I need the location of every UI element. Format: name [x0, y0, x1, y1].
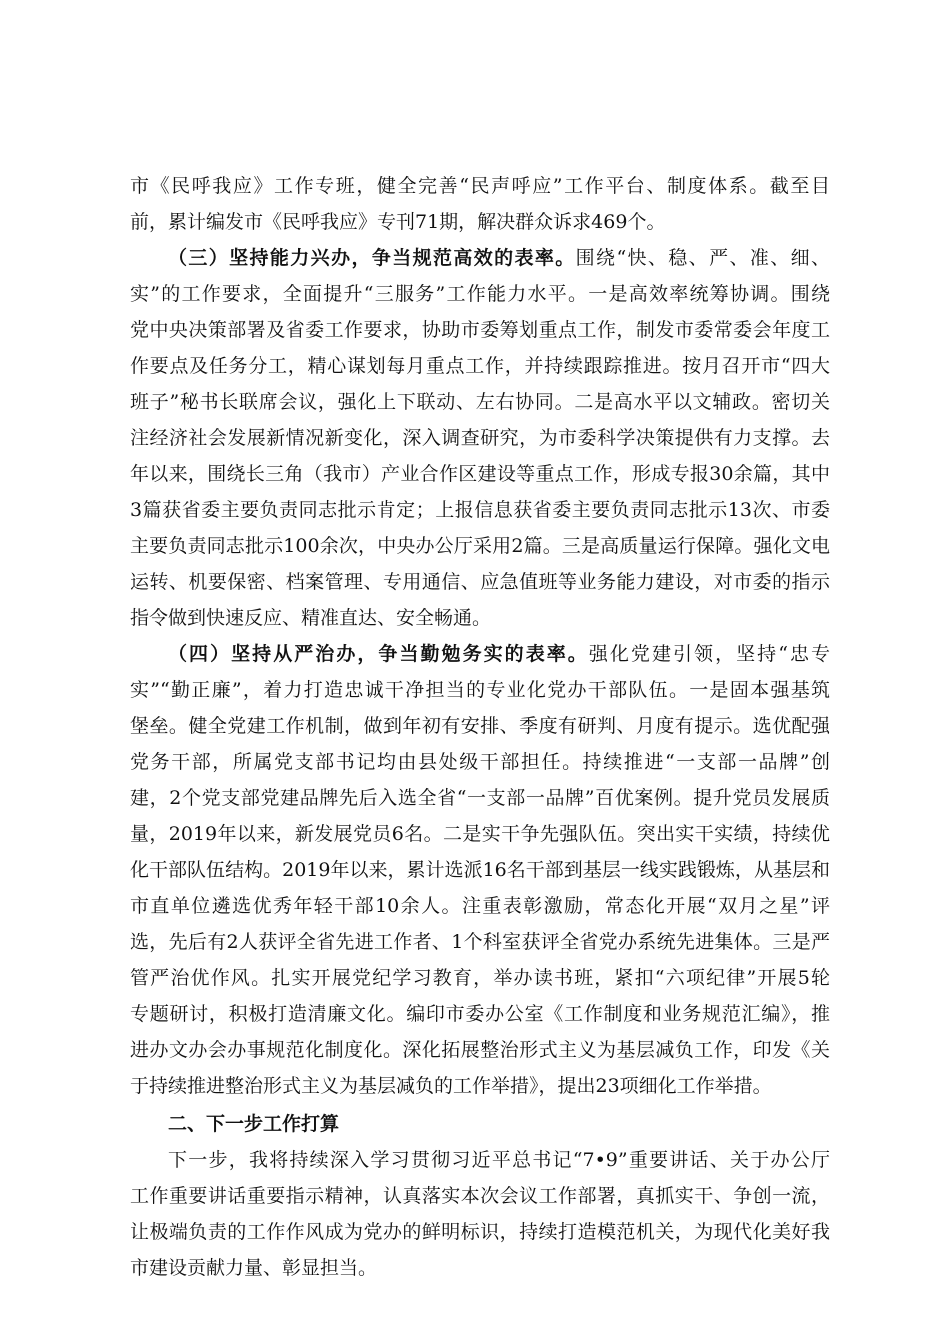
text-line: 专题研讨，积极打造清廉文化。编印市委办公室《工作制度和业务规范汇编》，推 [130, 1003, 830, 1025]
text-line: 于持续推进整治形式主义为基层减负的工作举措》，提出23项细化工作举措。 [130, 1075, 772, 1097]
section-3-first-line [168, 242, 830, 274]
text-line: 让极端负责的工作作风成为党办的鲜明标识，持续打造模范机关，为现代化美好我 [130, 1221, 830, 1243]
section-3-second-line [130, 278, 830, 310]
section-heading: 二、下一步工作打算 [168, 1113, 340, 1135]
text-line: 3篇获省委主要负责同志批示肯定；上报信息获省委主要负责同志批示13次、市委 [130, 499, 830, 521]
text-line: 市《民呼我应》工作专班，健全完善“民声呼应”工作平台、制度体系。截至目 [130, 175, 830, 197]
section-3-text-continued: 实” [130, 283, 160, 305]
section-3-heading: （三）坚持能力兴办，争当规范高效的表率。 [168, 247, 576, 269]
text-line: 市建设贡献力量、彰显担当。 [130, 1257, 378, 1279]
section-3-text: 围绕“快、稳、严、准、细、 [575, 247, 830, 269]
text-line: 作要点及任务分工，精心谋划每月重点工作，并持续跟踪推进。按月召开市“四大 [130, 355, 830, 377]
text-line: 主要负责同志批示100余次，中央办公厅采用2篇。三是高质量运行保障。强化文电 [130, 535, 830, 557]
section-4-first-line [168, 638, 830, 670]
text-line: 选，先后有2人获评全省先进工作者、1个科室获评全省党办系统先进集体。三是严 [130, 931, 830, 953]
text-line: 化干部队伍结构。2019年以来，累计选派16名干部到基层一线实践锻炼，从基层和 [130, 859, 830, 881]
text-line: 实”“勤正廉”，着力打造忠诚干净担当的专业化党办干部队伍。一是固本强基筑 [130, 679, 830, 701]
text-line: 运转、机要保密、档案管理、专用通信、应急值班等业务能力建设，对市委的指示 [130, 571, 830, 593]
text-line: 建，2个党支部党建品牌先后入选全省“一支部一品牌”百优案例。提升党员发展质 [130, 787, 830, 809]
text-line: 班子”秘书长联席会议，强化上下联动、左右协同。二是高水平以文辅政。密切关 [130, 391, 830, 413]
text-line: 进办文办会办事规范化制度化。深化拓展整治形式主义为基层减负工作，印发《关 [130, 1039, 830, 1061]
text-line: 下一步，我将持续深入学习贯彻习近平总书记“7•9”重要讲话、关于办公厅 [168, 1149, 830, 1171]
text-line: 年以来，围绕长三角（我市）产业合作区建设等重点工作，形成专报30余篇，其中 [130, 463, 830, 485]
text-line: 注经济社会发展新情况新变化，深入调查研究，为市委科学决策提供有力支撑。去 [130, 427, 830, 449]
text-line: 党中央决策部署及省委工作要求，协助市委筹划重点工作，制发市委常委会年度工 [130, 319, 830, 341]
text-line: 堡垒。健全党建工作机制，做到年初有安排、季度有研判、月度有提示。选优配强 [130, 715, 830, 737]
section-4-heading: （四）坚持从严治办，争当勤勉务实的表率。 [168, 643, 589, 665]
text-line: 指令做到快速反应、精准直达、安全畅通。 [130, 607, 492, 629]
text-line: 工作重要讲话重要指示精神，认真落实本次会议工作部署，真抓实干、争创一流， [130, 1185, 830, 1207]
text-line: 管严治优作风。扎实开展党纪学习教育，举办读书班，紧扣“六项纪律”开展5轮 [130, 967, 830, 989]
text-line: 量，2019年以来，新发展党员6名。二是实干争先强队伍。突出实干实绩，持续优 [130, 823, 830, 845]
text-line: 党务干部，所属党支部书记均由县处级干部担任。持续推进“一支部一品牌”创 [130, 751, 830, 773]
text-line: 的工作要求，全面提升“三服务”工作能力水平。一是高效率统筹协调。围绕 [159, 283, 830, 305]
section-4-text: 强化党建引领，坚持“忠专 [588, 643, 830, 665]
text-line: 前，累计编发市《民呼我应》专刊71期，解决群众诉求469个。 [130, 211, 666, 233]
text-line: 市直单位遴选优秀年轻干部10余人。注重表彰激励，常态化开展“双月之星”评 [130, 895, 830, 917]
